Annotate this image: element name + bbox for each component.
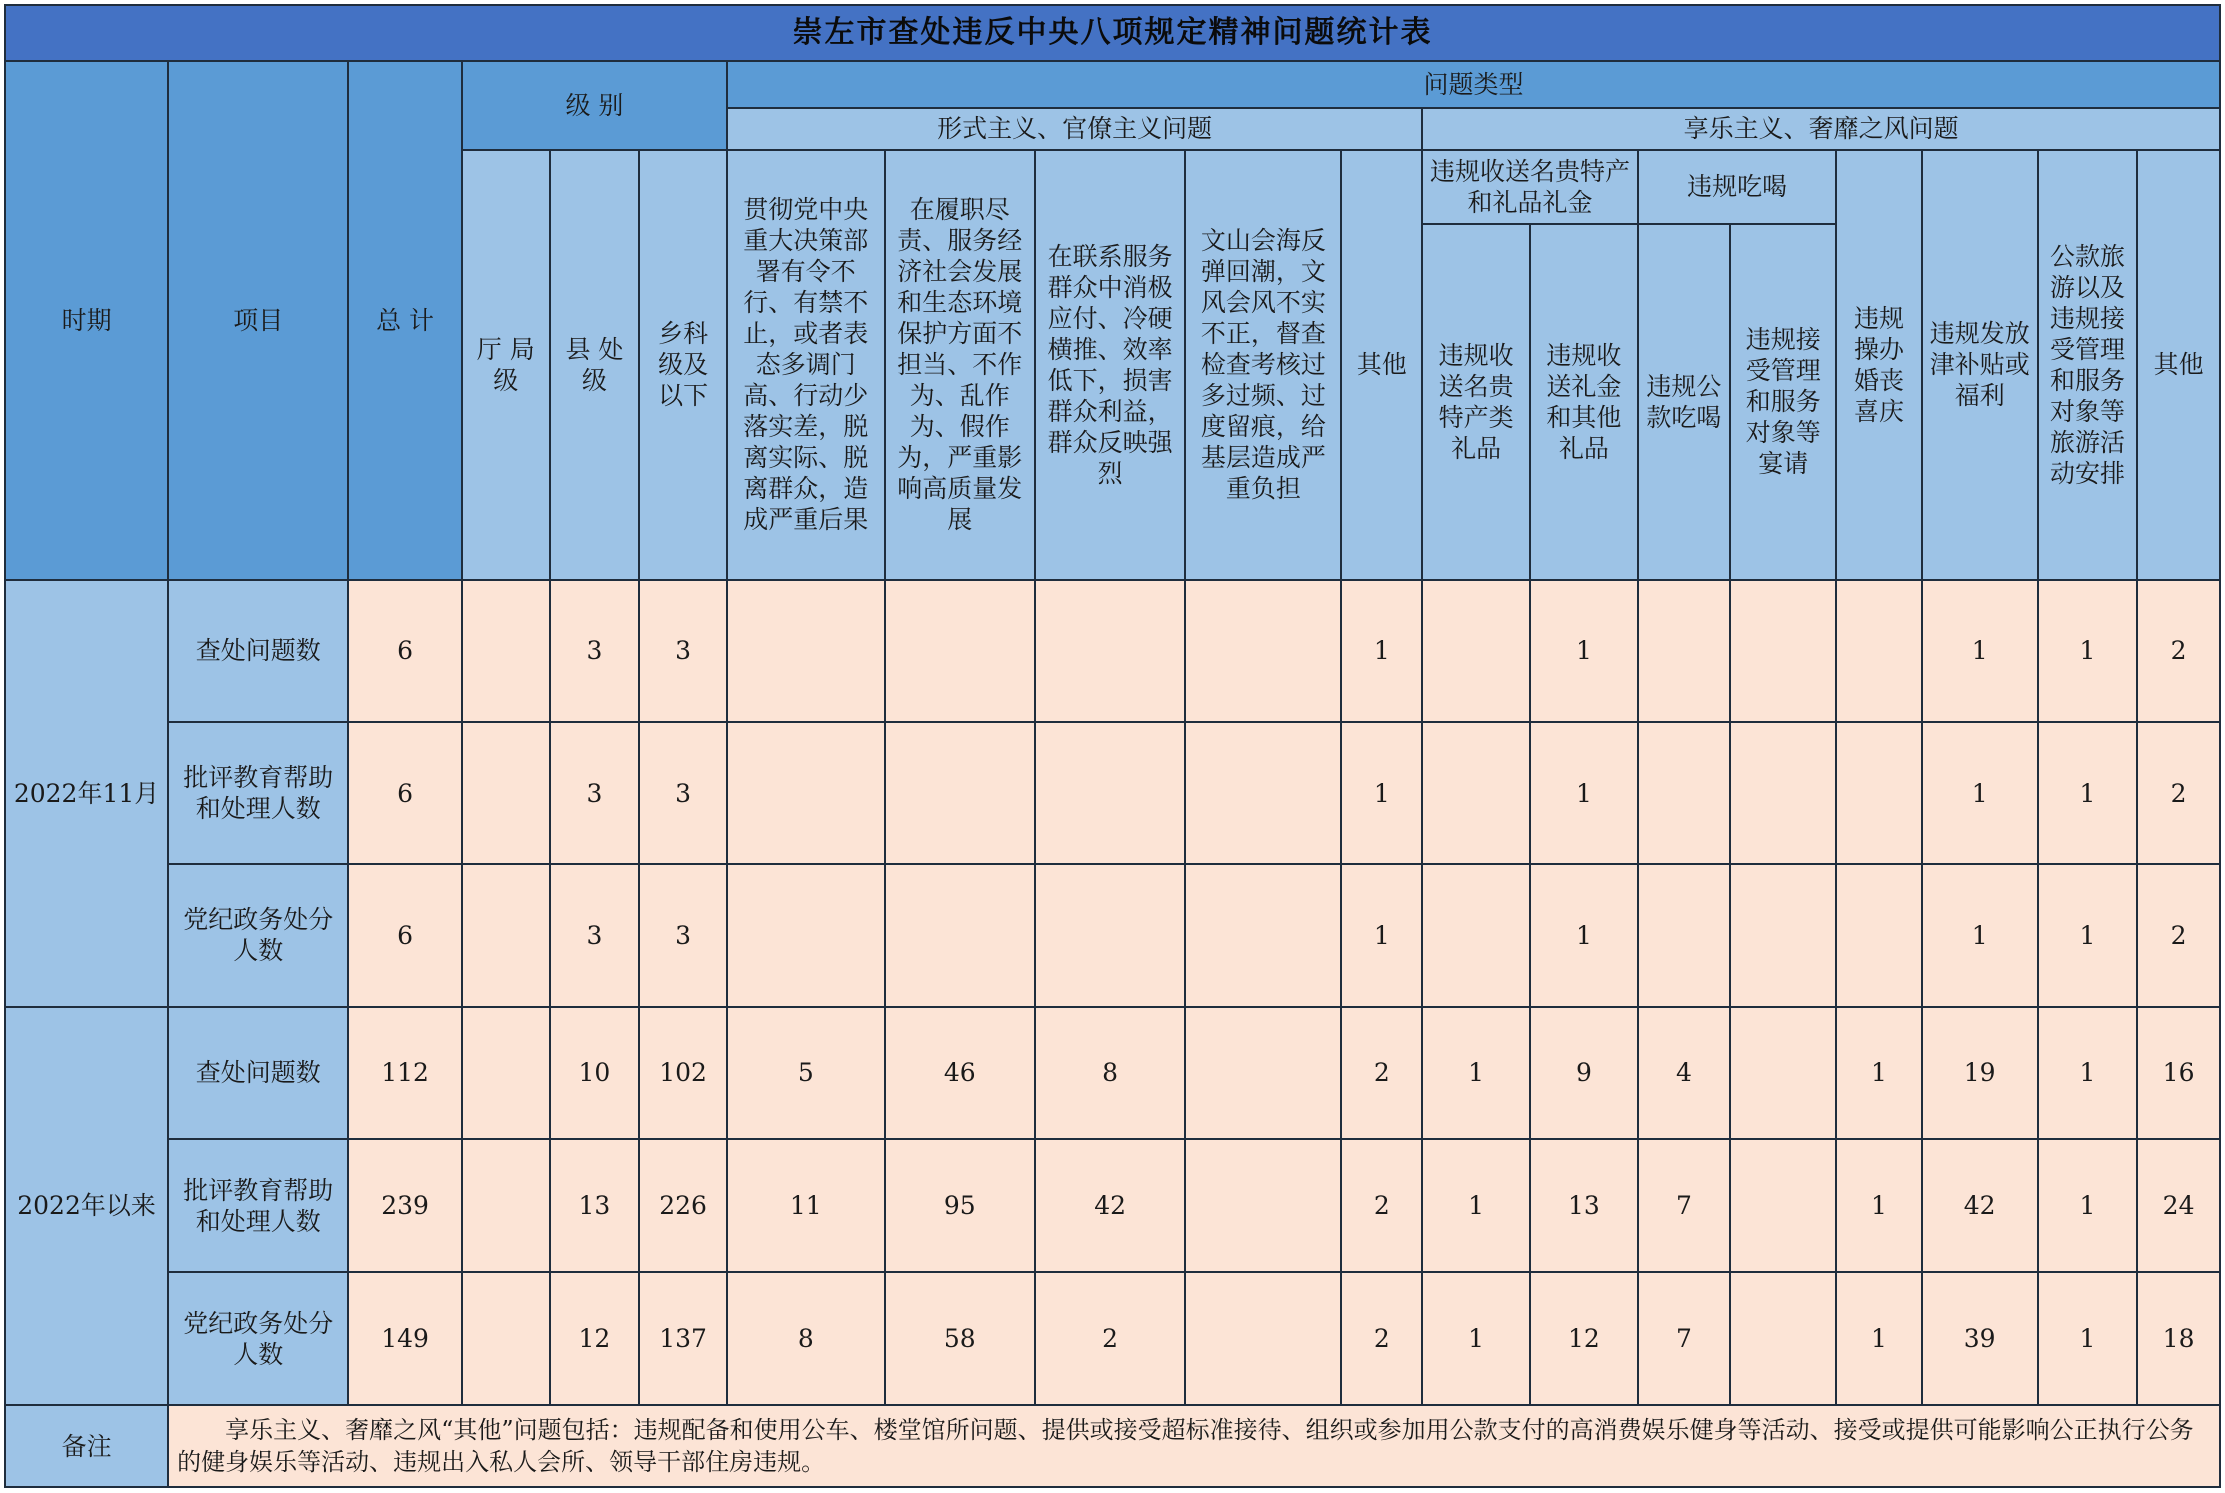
cell — [1185, 580, 1341, 722]
cell — [1836, 580, 1921, 722]
cell — [1035, 864, 1185, 1006]
header-hedonism: 享乐主义、奢靡之风问题 — [1422, 108, 2220, 150]
cell — [1185, 1007, 1341, 1140]
cell: 10 — [550, 1007, 639, 1140]
cell — [1730, 864, 1836, 1006]
cell: 1 — [1341, 864, 1422, 1006]
header-travel: 公款旅游以及违规接受管理和服务对象等旅游活动安排 — [2038, 150, 2137, 580]
cell: 112 — [348, 1007, 461, 1140]
header-dining-banquet: 违规接受管理和服务对象等宴请 — [1730, 224, 1836, 580]
cell: 12 — [550, 1272, 639, 1405]
stats-sheet — [4, 4, 2221, 1488]
cell — [1836, 864, 1921, 1006]
cell: 3 — [550, 864, 639, 1006]
row-item-label: 批评教育帮助和处理人数 — [168, 1139, 348, 1272]
cell: 8 — [727, 1272, 884, 1405]
cell: 1 — [2038, 1139, 2137, 1272]
cell: 19 — [1922, 1007, 2038, 1140]
table-row — [5, 722, 2220, 864]
cell: 13 — [550, 1139, 639, 1272]
header-total: 总 计 — [348, 61, 461, 580]
table-row — [5, 1272, 2220, 1405]
cell: 3 — [639, 580, 727, 722]
cell — [462, 864, 550, 1006]
cell: 18 — [2137, 1272, 2220, 1405]
cell: 46 — [885, 1007, 1035, 1140]
cell — [1422, 580, 1530, 722]
cell: 1 — [2038, 722, 2137, 864]
cell — [462, 1007, 550, 1140]
cell: 42 — [1035, 1139, 1185, 1272]
cell — [462, 1272, 550, 1405]
row-item-label: 批评教育帮助和处理人数 — [168, 722, 348, 864]
cell — [1422, 864, 1530, 1006]
cell: 2 — [1341, 1007, 1422, 1140]
row-item-label: 党纪政务处分人数 — [168, 1272, 348, 1405]
cell: 39 — [1922, 1272, 2038, 1405]
period-label: 2022年以来 — [5, 1007, 168, 1406]
cell — [727, 580, 884, 722]
cell — [462, 580, 550, 722]
cell: 3 — [550, 580, 639, 722]
cell — [885, 722, 1035, 864]
header-formalism: 形式主义、官僚主义问题 — [727, 108, 1422, 150]
cell: 1 — [2038, 864, 2137, 1006]
cell: 1 — [1836, 1139, 1921, 1272]
cell: 1 — [2038, 580, 2137, 722]
period-label: 2022年11月 — [5, 580, 168, 1007]
cell: 2 — [1341, 1272, 1422, 1405]
cell: 102 — [639, 1007, 727, 1140]
cell: 2 — [1341, 1139, 1422, 1272]
cell: 1 — [2038, 1007, 2137, 1140]
cell — [1422, 722, 1530, 864]
header-problem-type: 问题类型 — [727, 61, 2220, 108]
header-hed-other: 其他 — [2137, 150, 2220, 580]
header-gift-cash: 违规收送礼金和其他礼品 — [1530, 224, 1638, 580]
header-level-xiang: 乡科级及以下 — [639, 150, 727, 580]
cell: 4 — [1638, 1007, 1730, 1140]
cell: 2 — [1035, 1272, 1185, 1405]
cell: 1 — [1530, 722, 1638, 864]
header-formal-1: 贯彻党中央重大决策部署有令不行、有禁不止，或者表态多调门高、行动少落实差，脱离实际、脱离群众，造成严重后果 — [727, 150, 884, 580]
header-level-xian: 县 处级 — [550, 150, 639, 580]
cell: 1 — [2038, 1272, 2137, 1405]
cell: 3 — [639, 864, 727, 1006]
cell: 13 — [1530, 1139, 1638, 1272]
cell: 24 — [2137, 1139, 2220, 1272]
cell — [727, 864, 884, 1006]
cell — [1730, 1139, 1836, 1272]
header-level-ting: 厅 局级 — [462, 150, 550, 580]
cell: 1 — [1922, 864, 2038, 1006]
table-title: 崇左市查处违反中央八项规定精神问题统计表 — [5, 5, 2220, 61]
header-gift-group: 违规收送名贵特产和礼品礼金 — [1422, 150, 1638, 225]
cell: 11 — [727, 1139, 884, 1272]
cell: 8 — [1035, 1007, 1185, 1140]
cell — [1638, 864, 1730, 1006]
cell: 42 — [1922, 1139, 2038, 1272]
cell: 149 — [348, 1272, 461, 1405]
cell — [885, 864, 1035, 1006]
note-text: 享乐主义、奢靡之风“其他”问题包括：违规配备和使用公车、楼堂馆所问题、提供或接受超标准接待、组织或参加用公款支付的高消费娱乐健身等活动、接受或提供可能影响公正执行公务的健身娱乐等活动、违规出入私人会所、领导干部住房违规。 — [168, 1405, 2220, 1487]
header-dining-public: 违规公款吃喝 — [1638, 224, 1730, 580]
cell: 7 — [1638, 1139, 1730, 1272]
cell — [462, 722, 550, 864]
row-item-label: 查处问题数 — [168, 580, 348, 722]
stats-table — [4, 4, 2221, 1488]
cell: 1 — [1422, 1139, 1530, 1272]
cell — [727, 722, 884, 864]
cell: 1 — [1422, 1272, 1530, 1405]
header-formal-3: 在联系服务群众中消极应付、冷硬横推、效率低下，损害群众利益，群众反映强烈 — [1035, 150, 1185, 580]
cell: 1 — [1530, 864, 1638, 1006]
cell: 1 — [1341, 580, 1422, 722]
cell: 1 — [1922, 722, 2038, 864]
header-level: 级 别 — [462, 61, 727, 150]
cell: 1 — [1836, 1007, 1921, 1140]
cell: 16 — [2137, 1007, 2220, 1140]
cell: 239 — [348, 1139, 461, 1272]
note-label: 备注 — [5, 1405, 168, 1487]
cell — [1730, 580, 1836, 722]
cell: 6 — [348, 722, 461, 864]
cell: 6 — [348, 580, 461, 722]
cell: 9 — [1530, 1007, 1638, 1140]
cell: 226 — [639, 1139, 727, 1272]
cell: 1 — [1530, 580, 1638, 722]
header-item: 项目 — [168, 61, 348, 580]
cell — [1035, 580, 1185, 722]
cell: 1 — [1922, 580, 2038, 722]
header-formal-other: 其他 — [1341, 150, 1422, 580]
header-formal-2: 在履职尽责、服务经济社会发展和生态环境保护方面不担当、不作为、乱作为、假作为，严重影响高质量发展 — [885, 150, 1035, 580]
cell: 2 — [2137, 580, 2220, 722]
cell: 7 — [1638, 1272, 1730, 1405]
cell: 95 — [885, 1139, 1035, 1272]
cell — [462, 1139, 550, 1272]
cell: 5 — [727, 1007, 884, 1140]
cell — [1730, 1007, 1836, 1140]
cell — [1836, 722, 1921, 864]
cell — [1638, 580, 1730, 722]
cell — [1730, 722, 1836, 864]
cell: 137 — [639, 1272, 727, 1405]
cell: 3 — [639, 722, 727, 864]
cell: 1 — [1836, 1272, 1921, 1405]
header-allowance: 违规发放津补贴或福利 — [1922, 150, 2038, 580]
table-row — [5, 864, 2220, 1006]
table-row — [5, 580, 2220, 722]
table-row — [5, 1007, 2220, 1140]
header-formal-4: 文山会海反弹回潮，文风会风不实不正，督查检查考核过多过频、过度留痕，给基层造成严重负担 — [1185, 150, 1341, 580]
cell: 3 — [550, 722, 639, 864]
header-gift-special: 违规收送名贵特产类礼品 — [1422, 224, 1530, 580]
cell: 6 — [348, 864, 461, 1006]
cell — [1185, 864, 1341, 1006]
header-period: 时期 — [5, 61, 168, 580]
cell: 58 — [885, 1272, 1035, 1405]
cell: 2 — [2137, 864, 2220, 1006]
cell — [1035, 722, 1185, 864]
cell — [1185, 1139, 1341, 1272]
header-dining-group: 违规吃喝 — [1638, 150, 1837, 225]
header-weddings: 违规操办婚丧喜庆 — [1836, 150, 1921, 580]
cell — [885, 580, 1035, 722]
cell — [1638, 722, 1730, 864]
cell: 12 — [1530, 1272, 1638, 1405]
cell — [1185, 722, 1341, 864]
cell — [1730, 1272, 1836, 1405]
cell: 1 — [1422, 1007, 1530, 1140]
table-row — [5, 1139, 2220, 1272]
cell: 2 — [2137, 722, 2220, 864]
cell: 1 — [1341, 722, 1422, 864]
row-item-label: 党纪政务处分人数 — [168, 864, 348, 1006]
row-item-label: 查处问题数 — [168, 1007, 348, 1140]
cell — [1185, 1272, 1341, 1405]
